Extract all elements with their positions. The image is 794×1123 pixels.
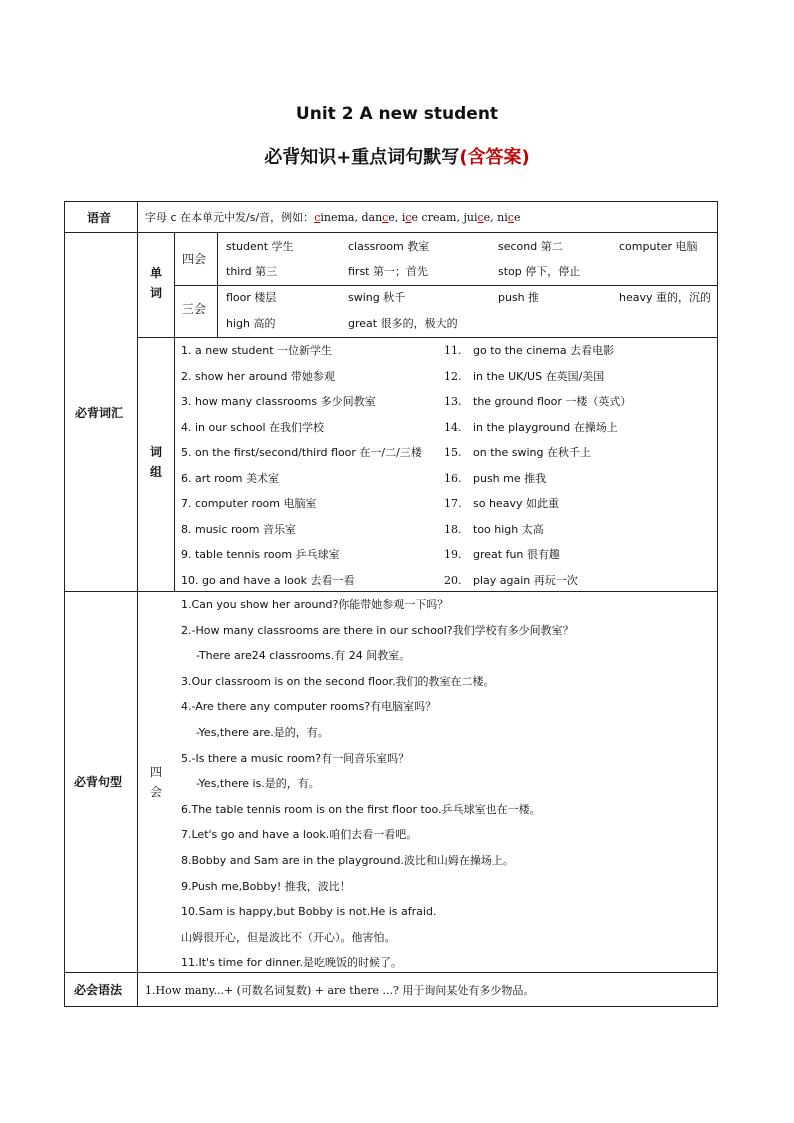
- phrase-item: so heavy 如此重: [473, 497, 559, 510]
- vocab-word: high 高的: [226, 317, 276, 330]
- vocab-word: heavy 重的，沉的: [619, 291, 711, 304]
- phrase-number: 15.: [444, 446, 462, 459]
- phrase-number: 17.: [444, 497, 462, 510]
- vocab-word: push 推: [498, 291, 540, 304]
- sentence-line: 9.Push me,Bobby! 推我，波比！: [181, 879, 351, 893]
- phonics-example: [494, 211, 521, 224]
- vocab-word: great 很多的，极大的: [348, 317, 458, 330]
- four-skills-label: 四会: [182, 252, 207, 266]
- phrases-label: 词组: [149, 445, 162, 479]
- document-title: Unit 2 A new student: [295, 104, 499, 124]
- phrase-item: 5. on the first/second/third floor 在一/二/三楼: [181, 446, 422, 459]
- phrase-number: 13.: [444, 395, 462, 408]
- table-border: [64, 591, 718, 592]
- grammar-text: 1.How many...+ (可数名词复数) + are there ...? 用于询问某处有多少物品。: [145, 984, 535, 997]
- sentence-line: 2.-How many classrooms are there in our school?我们学校有多少间教室？: [181, 623, 574, 637]
- phrase-item: 4. in our school 在我们学校: [181, 420, 324, 434]
- table-border: [64, 232, 718, 233]
- phrase-item: 1. a new student 一位新学生: [181, 344, 333, 357]
- subtitle-answer-note: (含答案): [459, 147, 530, 168]
- phonics-label: 语音: [87, 211, 112, 225]
- phonics-examples: [314, 211, 520, 224]
- sentences-label: 必背句型: [74, 775, 123, 789]
- table-border: [174, 232, 175, 591]
- phrase-number: 14.: [444, 420, 462, 434]
- sentences-four-label: 四会: [149, 765, 162, 799]
- sentence-line: 7.Let's go and have a look.咱们去看一看吧。: [181, 828, 418, 842]
- sentence-line: 10.Sam is happy,but Bobby is not.He is afraid.: [181, 905, 437, 919]
- phrase-item: in the playground 在操场上: [473, 420, 618, 434]
- vocab-label: 必背词汇: [75, 406, 124, 420]
- document-subtitle: [0, 143, 794, 169]
- phrase-number: 20.: [444, 573, 462, 587]
- example-prefix: dan: [357, 211, 383, 224]
- phrase-item: play again 再玩一次: [473, 573, 578, 587]
- vocab-word: second 第二: [498, 240, 563, 253]
- phonics-text: [145, 211, 520, 225]
- example-prefix: i: [398, 211, 406, 224]
- example-suffix: e,: [483, 211, 494, 224]
- phrase-item: great fun 很有趣: [473, 548, 560, 561]
- sentence-line: 5.-Is there a music room?有一间音乐室吗？: [181, 751, 410, 765]
- table-border: [64, 972, 718, 973]
- vocab-word: student 学生: [226, 240, 294, 253]
- example-letter-c: c: [382, 211, 389, 224]
- phrase-item: 6. art room 美术室: [181, 471, 280, 485]
- phrase-item: 10. go and have a look 去看一看: [181, 573, 355, 587]
- subtitle-main: 必背知识+重点词句默写: [264, 147, 460, 168]
- phrase-item: 2. show her around 带她参观: [181, 369, 335, 383]
- phrase-item: the ground floor 一楼（英式）: [473, 395, 632, 408]
- vocab-word: first 第一；首先: [348, 265, 428, 278]
- example-prefix: jui: [459, 211, 478, 224]
- vocab-word: stop 停下，停止: [498, 265, 581, 278]
- phrase-item: 8. music room 音乐室: [181, 522, 296, 536]
- example-letter-c: c: [405, 211, 412, 224]
- phrase-item: go to the cinema 去看电影: [473, 344, 615, 357]
- phrase-number: 19.: [444, 548, 462, 561]
- vocab-word: swing 秋千: [348, 291, 406, 304]
- three-skills-label: 三会: [182, 302, 207, 316]
- table-border: [174, 285, 718, 286]
- phonics-example: [398, 211, 460, 224]
- example-suffix: e cream,: [411, 211, 460, 224]
- phrase-item: on the swing 在秋千上: [473, 446, 591, 459]
- phrase-item: too high 太高: [473, 522, 544, 536]
- phonics-example: [314, 211, 358, 224]
- phonics-example: [358, 211, 398, 224]
- phonics-intro: 字母 c 在本单元中发/s/音，例如：: [145, 211, 315, 224]
- example-suffix: e,: [388, 211, 399, 224]
- example-letter-c: c: [477, 211, 484, 224]
- table-border: [64, 201, 718, 202]
- sentence-line: -There are24 classrooms.有 24 间教室。: [196, 649, 411, 663]
- phrase-number: 12.: [444, 369, 462, 383]
- vocab-word: computer 电脑: [619, 240, 698, 253]
- example-letter-c: c: [314, 211, 321, 224]
- example-letter-c: c: [507, 211, 514, 224]
- example-suffix: e: [513, 211, 521, 224]
- sentence-line: 6.The table tennis room is on the first floor too.乒乓球室也在一楼。: [181, 802, 541, 816]
- phrase-number: 16.: [444, 471, 462, 485]
- sentence-line: 1.Can you show her around?你能带她参观一下吗？: [181, 598, 449, 611]
- phonics-example: [460, 211, 494, 224]
- sentence-line: 8.Bobby and Sam are in the playground.波比和山姆在操场上。: [181, 854, 514, 867]
- table-border: [137, 201, 138, 1007]
- table-border: [64, 201, 65, 1007]
- phrase-item: in the UK/US 在英国/美国: [473, 369, 605, 383]
- table-border: [217, 232, 218, 338]
- phrase-item: 3. how many classrooms 多少间教室: [181, 395, 376, 408]
- phrase-item: push me 推我: [473, 471, 547, 485]
- grammar-label: 必会语法: [74, 983, 123, 997]
- phrase-number: 11.: [444, 344, 462, 357]
- sentence-line: 山姆很开心，但是波比不（开心）。他害怕。: [181, 930, 396, 944]
- sentence-line: -Yes,there is.是的，有。: [196, 777, 320, 791]
- example-prefix: ni: [493, 211, 508, 224]
- sentence-line: -Yes,there are.是的，有。: [196, 726, 329, 739]
- vocab-word: third 第三: [226, 265, 278, 278]
- phrase-item: 9. table tennis room 乒乓球室: [181, 548, 340, 561]
- sentence-line: 3.Our classroom is on the second floor.我们的教室在二楼。: [181, 674, 495, 688]
- table-border: [64, 1006, 718, 1007]
- vocab-word: classroom 教室: [348, 240, 430, 253]
- example-suffix: inema,: [320, 211, 358, 224]
- words-label: 单词: [149, 266, 162, 300]
- table-border: [137, 337, 718, 338]
- sentence-line: 4.-Are there any computer rooms?有电脑室吗？: [181, 700, 437, 714]
- sentence-line: 11.It's time for dinner.是吃晚饭的时候了。: [181, 956, 403, 970]
- vocab-word: floor 楼层: [226, 291, 277, 304]
- table-border: [717, 201, 718, 1007]
- phrase-number: 18.: [444, 522, 462, 536]
- phrase-item: 7. computer room 电脑室: [181, 497, 317, 510]
